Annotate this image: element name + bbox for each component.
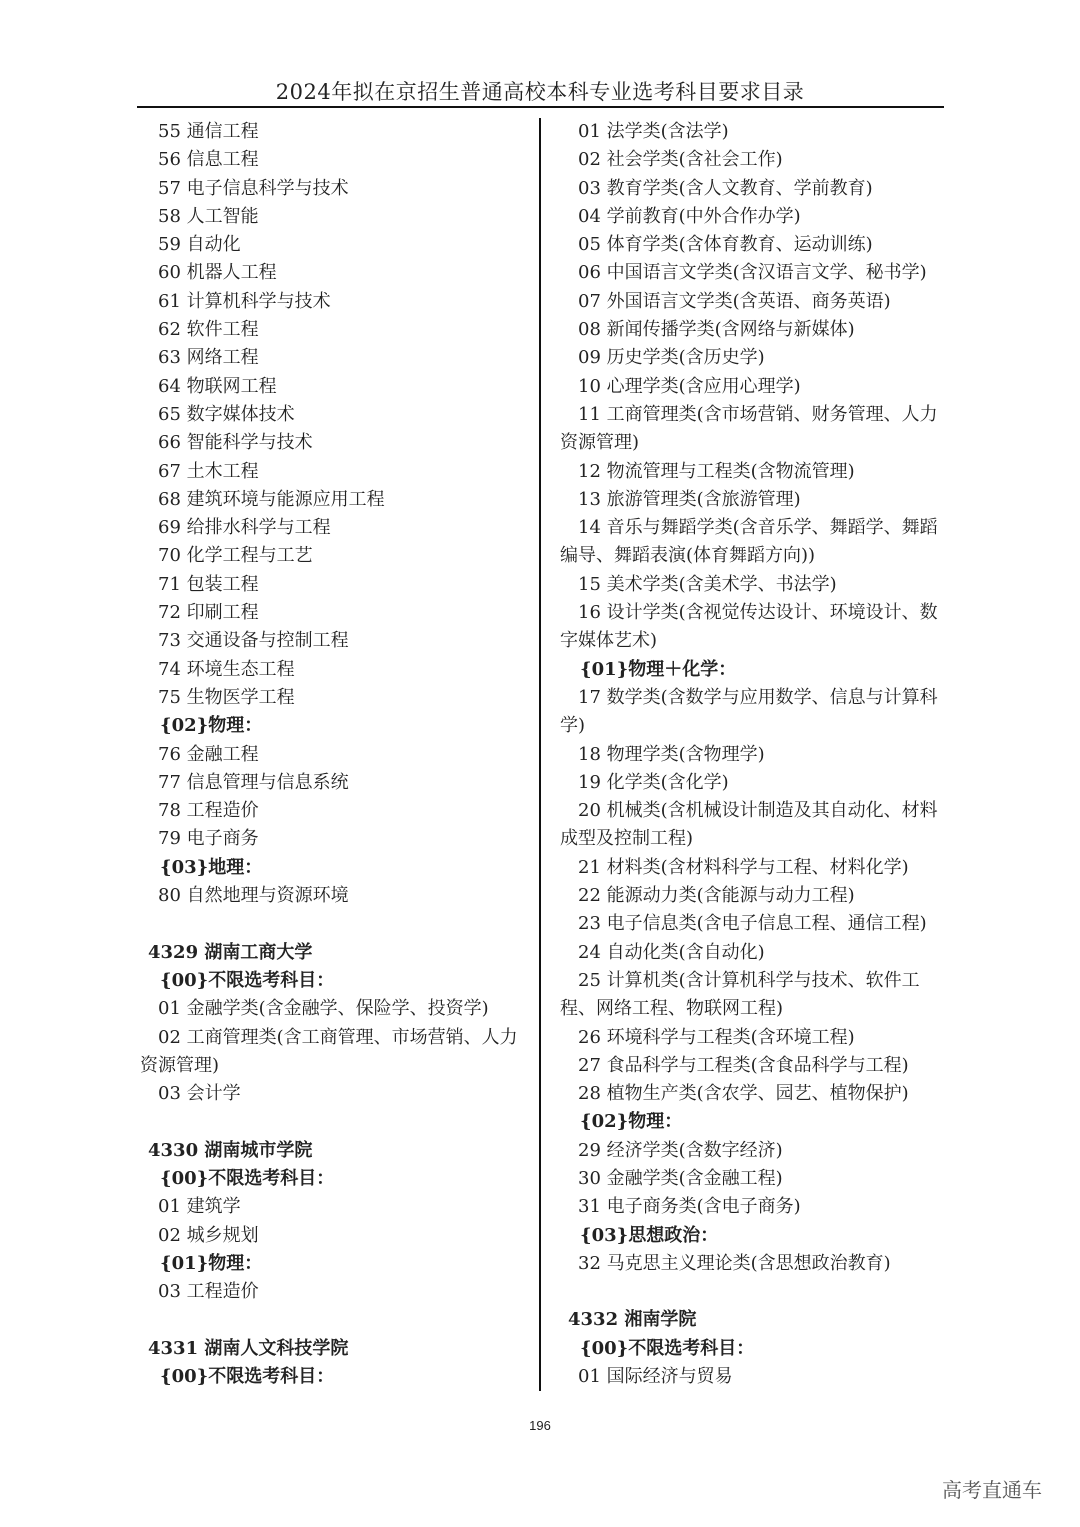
spacer bbox=[140, 1108, 526, 1136]
major-item: 66 智能科学与技术 bbox=[158, 432, 313, 454]
major-item: 03 教育学类(含人文教育、学前教育) bbox=[578, 177, 873, 199]
major-item: 28 植物生产类(含农学、园艺、植物保护) bbox=[578, 1083, 909, 1105]
major-item: 10 心理学类(含应用心理学) bbox=[578, 375, 801, 397]
major-item: 67 土木工程 bbox=[158, 460, 259, 482]
header-rule bbox=[137, 106, 944, 108]
major-item: 29 经济学类(含数字经济) bbox=[578, 1139, 783, 1161]
major-item: 13 旅游管理类(含旅游管理) bbox=[578, 488, 801, 510]
major-item: 11 工商管理类(含市场营销、财务管理、人力资源管理) bbox=[560, 403, 938, 454]
major-item: 75 生物医学工程 bbox=[158, 686, 295, 708]
major-item: 73 交通设备与控制工程 bbox=[158, 630, 349, 652]
major-item: 32 马克思主义理论类(含思想政治教育) bbox=[578, 1252, 891, 1274]
major-item: 70 化学工程与工艺 bbox=[158, 545, 313, 567]
major-item: 76 金融工程 bbox=[158, 743, 259, 765]
school-heading: 4331 湖南人文科技学院 bbox=[148, 1337, 349, 1359]
school-heading: 4329 湖南工商大学 bbox=[148, 941, 313, 963]
subject-requirement-heading: {03}地理： bbox=[160, 856, 263, 878]
major-item: 25 计算机类(含计算机科学与技术、软件工程、网络工程、物联网工程) bbox=[560, 969, 920, 1020]
subject-requirement-heading: {02}物理： bbox=[160, 715, 263, 737]
subject-requirement-heading: {00}不限选考科目： bbox=[580, 1337, 755, 1359]
subject-requirement-heading: {02}物理： bbox=[580, 1111, 683, 1133]
major-item: 01 建筑学 bbox=[158, 1196, 241, 1218]
major-item: 06 中国语言文学类(含汉语言文学、秘书学) bbox=[578, 262, 927, 284]
major-item: 58 人工智能 bbox=[158, 205, 259, 227]
major-item: 01 国际经济与贸易 bbox=[578, 1366, 733, 1388]
right-column bbox=[560, 118, 946, 1391]
spacer bbox=[560, 1278, 946, 1306]
major-item: 78 工程造价 bbox=[158, 800, 259, 822]
subject-requirement-heading: {00}不限选考科目： bbox=[160, 969, 335, 991]
subject-requirement-heading: {01}物理： bbox=[160, 1252, 263, 1274]
major-item: 04 学前教育(中外合作办学) bbox=[578, 205, 801, 227]
major-item: 80 自然地理与资源环境 bbox=[158, 885, 349, 907]
subject-requirement-heading: {03}思想政治： bbox=[580, 1224, 719, 1246]
major-item: 77 信息管理与信息系统 bbox=[158, 771, 349, 793]
major-item: 60 机器人工程 bbox=[158, 262, 277, 284]
major-item: 16 设计学类(含视觉传达设计、环境设计、数字媒体艺术) bbox=[560, 602, 938, 652]
subject-requirement-heading: {00}不限选考科目： bbox=[160, 1167, 335, 1189]
major-item: 59 自动化 bbox=[158, 234, 241, 256]
major-item: 27 食品科学与工程类(含食品科学与工程) bbox=[578, 1054, 909, 1076]
major-item: 31 电子商务类(含电子商务) bbox=[578, 1196, 801, 1218]
major-item: 02 工商管理类(含工商管理、市场营销、人力资源管理) bbox=[140, 1026, 518, 1076]
page-number: 196 bbox=[529, 1418, 551, 1433]
school-heading: 4330 湖南城市学院 bbox=[148, 1139, 313, 1161]
major-item: 61 计算机科学与技术 bbox=[158, 290, 331, 312]
major-item: 08 新闻传播学类(含网络与新媒体) bbox=[578, 319, 855, 341]
major-item: 64 物联网工程 bbox=[158, 375, 277, 397]
major-item: 01 法学类(含法学) bbox=[578, 121, 729, 142]
major-item: 05 体育学类(含体育教育、运动训练) bbox=[578, 234, 873, 256]
major-item: 68 建筑环境与能源应用工程 bbox=[158, 488, 385, 510]
major-item: 69 给排水科学与工程 bbox=[158, 517, 331, 539]
major-item: 57 电子信息科学与技术 bbox=[158, 177, 349, 199]
major-item: 02 城乡规划 bbox=[158, 1224, 259, 1246]
column-divider bbox=[539, 118, 541, 1391]
left-column bbox=[140, 118, 526, 1391]
major-item: 26 环境科学与工程类(含环境工程) bbox=[578, 1026, 855, 1048]
subject-requirement-heading: {00}不限选考科目： bbox=[160, 1366, 335, 1388]
major-item: 65 数字媒体技术 bbox=[158, 403, 295, 425]
major-item: 12 物流管理与工程类(含物流管理) bbox=[578, 460, 855, 482]
major-item: 21 材料类(含材料科学与工程、材料化学) bbox=[578, 856, 909, 878]
major-item: 23 电子信息类(含电子信息工程、通信工程) bbox=[578, 913, 927, 935]
major-item: 09 历史学类(含历史学) bbox=[578, 347, 765, 369]
major-item: 17 数学类(含数学与应用数学、信息与计算科学) bbox=[560, 686, 938, 737]
major-item: 01 金融学类(含金融学、保险学、投资学) bbox=[158, 998, 489, 1020]
major-item: 15 美术学类(含美术学、书法学) bbox=[578, 573, 837, 595]
major-item: 02 社会学类(含社会工作) bbox=[578, 149, 783, 171]
major-item: 18 物理学类(含物理学) bbox=[578, 743, 765, 765]
spacer bbox=[140, 910, 526, 938]
subject-requirement-heading: {01}物理＋化学： bbox=[580, 658, 737, 680]
major-item: 79 电子商务 bbox=[158, 828, 259, 850]
watermark: 高考直通车 bbox=[942, 1480, 1042, 1502]
major-item: 62 软件工程 bbox=[158, 319, 259, 341]
major-item: 30 金融学类(含金融工程) bbox=[578, 1167, 783, 1189]
major-item: 22 能源动力类(含能源与动力工程) bbox=[578, 885, 855, 907]
major-item: 07 外国语言文学类(含英语、商务英语) bbox=[578, 290, 891, 312]
major-item: 74 环境生态工程 bbox=[158, 658, 295, 680]
major-item: 20 机械类(含机械设计制造及其自动化、材料成型及控制工程) bbox=[560, 800, 938, 850]
major-item: 19 化学类(含化学) bbox=[578, 771, 729, 793]
major-item: 72 印刷工程 bbox=[158, 602, 259, 624]
school-heading: 4332 湘南学院 bbox=[568, 1309, 697, 1331]
page-title: 2024年拟在京招生普通高校本科专业选考科目要求目录 bbox=[275, 80, 805, 104]
major-item: 24 自动化类(含自动化) bbox=[578, 941, 765, 963]
major-item: 03 会计学 bbox=[158, 1083, 241, 1105]
major-item: 71 包装工程 bbox=[158, 573, 259, 595]
major-item: 63 网络工程 bbox=[158, 347, 259, 369]
major-item: 03 工程造价 bbox=[158, 1281, 259, 1303]
spacer bbox=[140, 1306, 526, 1334]
major-item: 56 信息工程 bbox=[158, 149, 259, 171]
major-item: 14 音乐与舞蹈学类(含音乐学、舞蹈学、舞蹈编导、舞蹈表演(体育舞蹈方向)) bbox=[560, 517, 938, 567]
major-item: 55 通信工程 bbox=[158, 121, 259, 142]
